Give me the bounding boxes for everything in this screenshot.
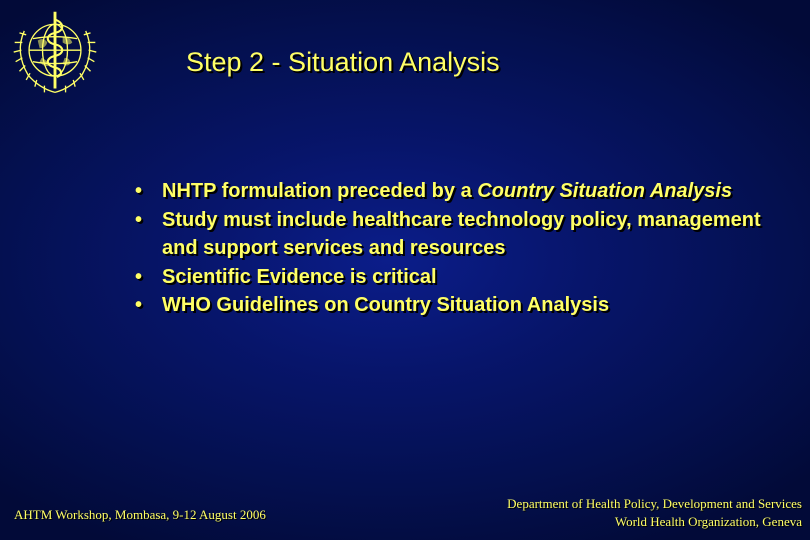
bullet-item — [135, 206, 775, 263]
bullet-item — [135, 177, 775, 206]
slide-title: Step 2 - Situation Analysis — [186, 47, 500, 77]
bullet-text: WHO Guidelines on Country Situation Analysis — [162, 294, 610, 316]
bullet-text-segment: NHTP formulation preceded by a — [162, 180, 478, 202]
bullet-marker: • — [135, 294, 143, 316]
who-emblem-icon — [6, 6, 104, 102]
bullet-list — [135, 177, 775, 320]
bullet-item — [135, 263, 775, 292]
bullet-marker: • — [135, 208, 143, 231]
footer-organization — [507, 495, 802, 531]
footer-department: Department of Health Policy, Development and Services — [507, 496, 802, 511]
bullet-text: Scientific Evidence is critical — [162, 265, 437, 288]
bullet-text-emphasis: Country Situation Analysis — [477, 180, 733, 202]
footer-organization-name: World Health Organization, Geneva — [614, 514, 802, 529]
footer-event: AHTM Workshop, Mombasa, 9-12 August 2006 — [14, 507, 266, 522]
bullet-item — [135, 291, 775, 320]
bullet-text — [162, 180, 732, 202]
bullet-marker: • — [135, 265, 143, 288]
bullet-text: Study must include healthcare technology policy, management and support services and resources — [162, 208, 761, 259]
bullet-marker: • — [135, 180, 143, 202]
